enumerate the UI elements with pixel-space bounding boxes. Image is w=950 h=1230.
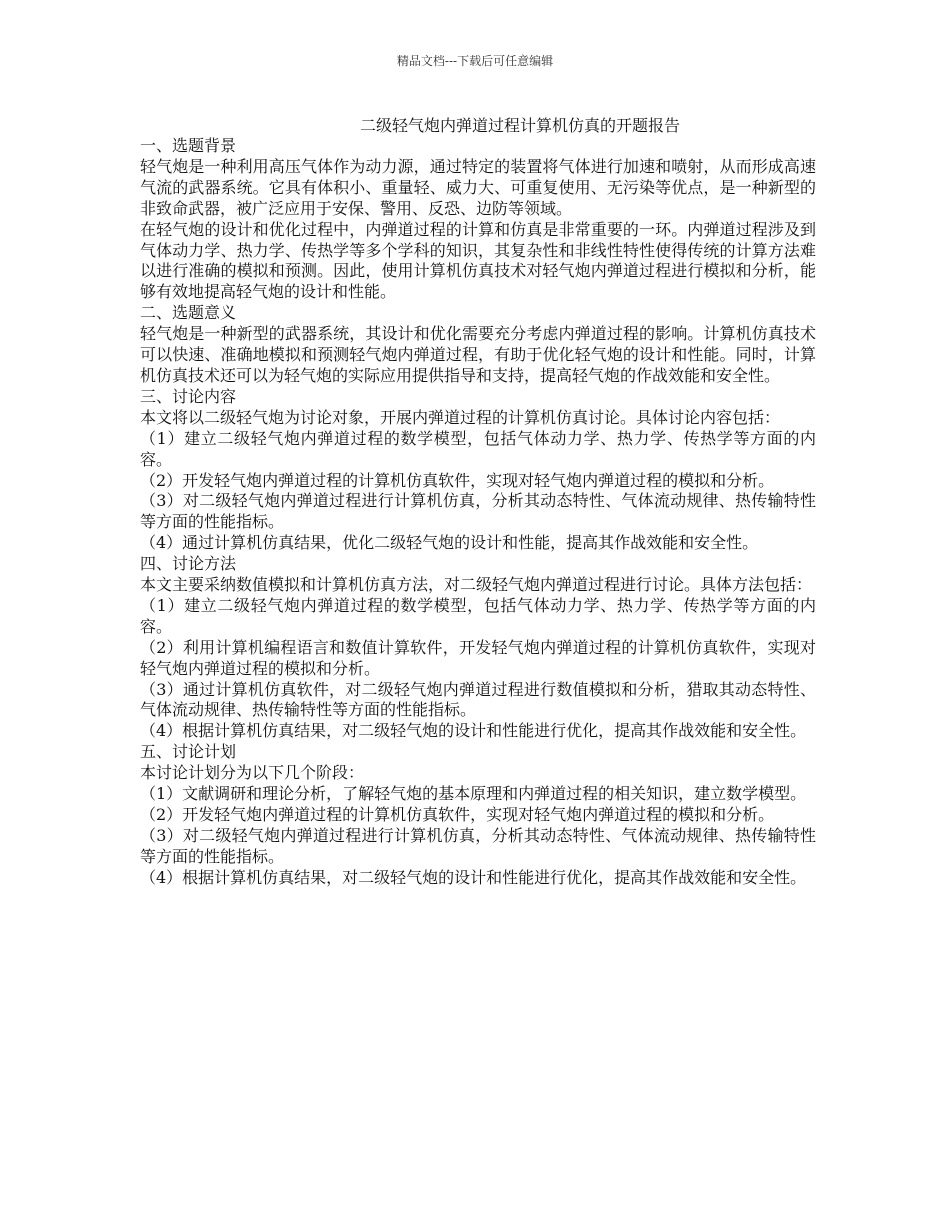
paragraph: 轻气炮是一种新型的武器系统，其设计和优化需要充分考虑内弹道过程的影响。计算机仿真技术可以快速、准确地模拟和预测轻气炮内弹道过程，有助于优化轻气炮的设计和性能。同时，计算机仿真技术还可以为轻气炮的实际应用提供指导和支持，提高轻气炮的作战效能和安全性。 bbox=[140, 324, 816, 385]
list-item: （2）开发轻气炮内弹道过程的计算机仿真软件，实现对轻气炮内弹道过程的模拟和分析。 bbox=[140, 470, 775, 490]
list-item: （2）开发轻气炮内弹道过程的计算机仿真软件，实现对轻气炮内弹道过程的模拟和分析。 bbox=[140, 805, 775, 824]
list-item: （4）根据计算机仿真结果，对二级轻气炮的设计和性能进行优化，提高其作战效能和安全性。 bbox=[140, 867, 807, 887]
section-heading: 四、讨论方法 bbox=[140, 554, 237, 574]
list-item: （1）建立二级轻气炮内弹道过程的数学模型，包括气体动力学、热力学、传热学等方面的内容。 bbox=[140, 428, 816, 469]
section-heading: 二、选题意义 bbox=[140, 303, 237, 323]
paragraph: 本文将以二级轻气炮为讨论对象，开展内弹道过程的计算机仿真讨论。具体讨论内容包括： bbox=[140, 407, 781, 427]
section-heading: 三、讨论内容 bbox=[140, 386, 237, 406]
list-item: （1）文献调研和理论分析，了解轻气炮的基本原理和内弹道过程的相关知识，建立数学模型。 bbox=[140, 784, 807, 804]
page-header: 精品文档---下载后可任意编辑 bbox=[396, 54, 554, 68]
list-item: （4）通过计算机仿真结果，优化二级轻气炮的设计和性能，提高其作战效能和安全性。 bbox=[140, 533, 759, 553]
paragraph: 轻气炮是一种利用高压气体作为动力源，通过特定的装置将气体进行加速和喷射，从而形成高速气流的武器系统。它具有体积小、重量轻、威力大、可重复使用、无污染等优点，是一种新型的非致命武器，被广泛应用于安保、警用、反恐、边防等领域。 bbox=[140, 156, 816, 218]
list-item: （4）根据计算机仿真结果，对二级轻气炮的设计和性能进行优化，提高其作战效能和安全性。 bbox=[140, 721, 807, 741]
list-item: （3）通过计算机仿真软件，对二级轻气炮内弹道过程进行数值模拟和分析，猎取其动态特性、气体流动规律、热传输特性等方面的性能指标。 bbox=[140, 679, 816, 720]
section-heading: 一、选题背景 bbox=[140, 136, 237, 155]
list-item: （2）利用计算机编程语言和数值计算软件，开发轻气炮内弹道过程的计算机仿真软件，实现对轻气炮内弹道过程的模拟和分析。 bbox=[140, 637, 816, 678]
section-heading: 五、讨论计划 bbox=[140, 742, 237, 762]
paragraph: 本讨论计划分为以下几个阶段： bbox=[140, 763, 365, 783]
list-item: （1）建立二级轻气炮内弹道过程的数学模型，包括气体动力学、热力学、传热学等方面的内容。 bbox=[140, 595, 816, 636]
document-body bbox=[140, 136, 816, 889]
list-item: （3）对二级轻气炮内弹道过程进行计算机仿真，分析其动态特性、气体流动规律、热传输特性等方面的性能指标。 bbox=[140, 825, 816, 866]
document-title: 二级轻气炮内弹道过程计算机仿真的开题报告 bbox=[360, 116, 681, 135]
paragraph: 在轻气炮的设计和优化过程中，内弹道过程的计算和仿真是非常重要的一环。内弹道过程涉及到气体动力学、热力学、传热学等多个学科的知识，其复杂性和非线性特性使得传统的计算方法难以进行准确的模拟和预测。因此，使用计算机仿真技术对轻气炮内弹道过程进行模拟和分析，能够有效地提高轻气炮的设计和性能。 bbox=[140, 219, 816, 302]
paragraph: 本文主要采纳数值模拟和计算机仿真方法，对二级轻气炮内弹道过程进行讨论。具体方法包括： bbox=[140, 575, 813, 595]
list-item: （3）对二级轻气炮内弹道过程进行计算机仿真，分析其动态特性、气体流动规律、热传输特性等方面的性能指标。 bbox=[140, 491, 816, 532]
